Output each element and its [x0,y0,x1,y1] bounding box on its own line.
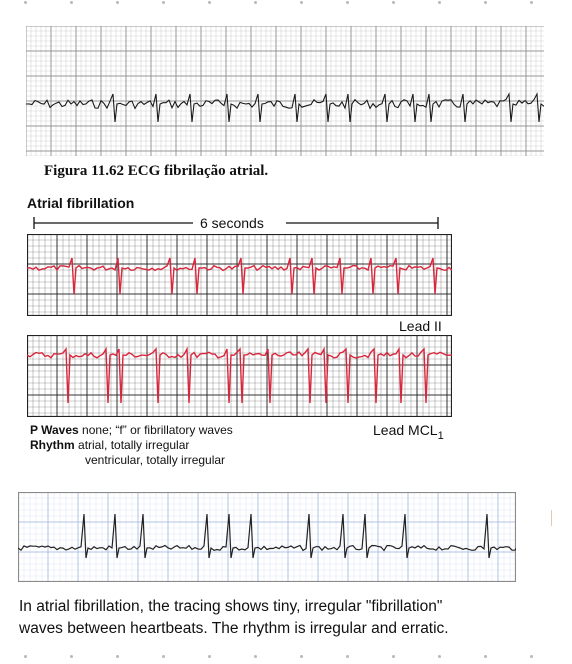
p-waves-text: none; “f” or fibrillatory waves [82,423,233,437]
separator-dot [438,1,441,4]
rhythm-row [30,438,189,453]
separator-dot [116,1,119,4]
separator-dot [346,655,349,658]
figure-3-caption-line-1: In atrial fibrillation, the tracing shows tiny, irregular "fibrillation" [19,598,443,615]
separator-dot [70,1,73,4]
separator-dot [162,655,165,658]
rhythm-ventricular-text: ventricular, totally irregular [85,453,226,467]
edge-mark [551,510,552,526]
ecg-strip-1 [26,26,544,156]
bottom-dotted-line [0,655,572,661]
separator-dot [530,1,533,4]
lead-mcl-subscript: 1 [437,429,444,442]
lead-mcl1-label [373,422,444,442]
separator-dot [70,655,73,658]
separator-dot [392,1,395,4]
lead-mcl-text: Lead MCL [373,422,438,438]
rhythm-atrial-text: atrial, totally irregular [78,438,190,452]
ecg-strip-lead-mcl1 [27,335,452,417]
top-dotted-line [0,1,572,7]
separator-dot [530,655,533,658]
separator-dot [300,1,303,4]
ecg-strip-3 [18,492,516,582]
figure-3-caption-line-2: waves between heartbeats. The rhythm is irregular and erratic. [19,620,449,637]
separator-dot [346,1,349,4]
separator-dot [162,1,165,4]
separator-dot [300,655,303,658]
separator-dot [208,1,211,4]
rhythm-label: Rhythm [30,438,75,452]
separator-dot [254,1,257,4]
separator-dot [392,655,395,658]
duration-label: 6 seconds [200,215,264,231]
separator-dot [438,655,441,658]
p-waves-row [30,423,233,438]
figure-3-caption [19,596,449,640]
p-waves-label: P Waves [30,423,79,437]
figure-1-caption: Figura 11.62 ECG fibrilação atrial. [44,163,269,179]
separator-dot [208,655,211,658]
separator-dot [484,1,487,4]
separator-dot [116,655,119,658]
separator-dot [24,655,27,658]
separator-dot [24,1,27,4]
ecg-strip-lead-ii [27,234,452,316]
separator-dot [484,655,487,658]
separator-dot [254,655,257,658]
figure-2-title: Atrial fibrillation [27,195,135,211]
lead-ii-label: Lead II [399,318,442,334]
